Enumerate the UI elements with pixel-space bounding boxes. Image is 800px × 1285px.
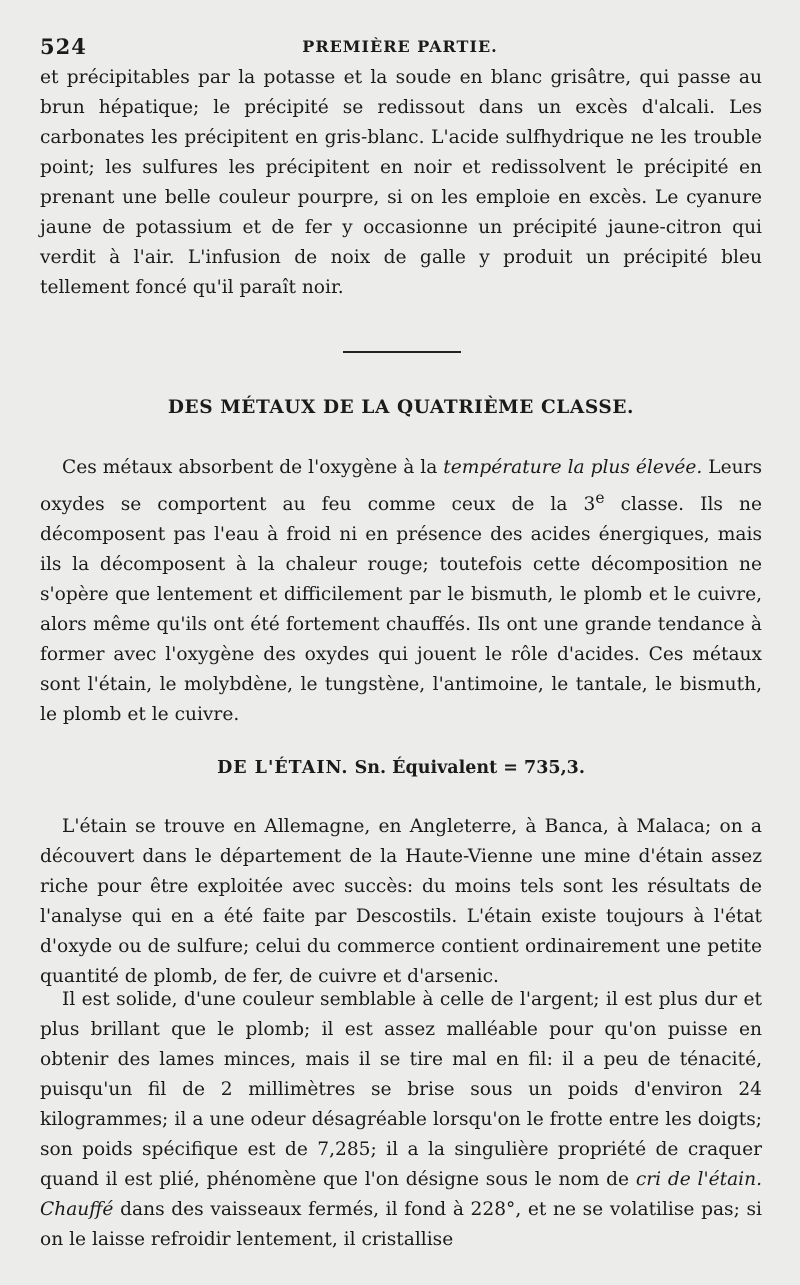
italic-phrase: Chauffé [40, 1199, 114, 1220]
subsection-title: DE L'ÉTAIN. [217, 758, 349, 778]
italic-phrase: cri de l'étain. [635, 1169, 762, 1190]
section-divider [343, 351, 461, 353]
element-symbol: Sn. [354, 758, 387, 778]
section-heading: DES MÉTAUX DE LA QUATRIÈME CLASSE. [167, 397, 635, 418]
page-header [40, 34, 760, 60]
running-head: PREMIÈRE PARTIE. [302, 37, 498, 56]
paragraph-tin-properties [40, 985, 762, 1255]
paragraph-text: Ces métaux absorbent de l'oxygène à la [62, 457, 444, 478]
subsection-heading [40, 758, 762, 778]
page-number: 524 [40, 34, 87, 59]
italic-phrase: température la plus élevée. [443, 457, 703, 478]
equivalent-label: Équivalent [392, 758, 498, 778]
paragraph-text: classe. Ils ne décomposent pas l'eau à froid ni en présence des acides énergiques, mais ils la décomposent à la chaleur rouge; toutefois cette décomposition ne s'opère que lentement et difficilement par le bismuth, le plomb et le cuivre, alors même qu'ils ont été fortement chauffés. Ils ont une grande tendance à former avec l'oxygène des oxydes qui jouent le rôle d'acides. Ces métaux sont l'étain, le molybdène, le tungstène, l'antimoine, le tantale, le bismuth, le plomb et le cuivre. [40, 494, 762, 726]
paragraph-tin-sources: L'étain se trouve en Allemagne, en Angleterre, à Banca, à Malaca; on a découvert dans le département de la Haute-Vienne une mine d'étain assez riche pour être exploitée avec succès: du moins tels sont les résultats de l'analyse qui en a été faite par Descostils. L'étain existe toujours à l'état d'oxyde ou de sulfure; celui du commerce contient ordinairement une petite quantité de plomb, de fer, de cuivre et d'arsenic. [40, 816, 762, 987]
paragraph-text: Il est solide, d'une couleur semblable à celle de l'argent; il est plus dur et plus brillant que le plomb; il est assez malléable pour qu'on puisse en obtenir des lames minces, mais il se tire mal en fil: il a peu de ténacité, puisqu'un fil de 2 millimètres se brise sous un poids d'environ 24 kilogrammes; il a une odeur désagréable lorsqu'on le frotte entre les doigts; son poids spécifique est de 7,285; il a la singulière propriété de craquer quand il est plié, phénomène que l'on désigne sous le nom de [40, 989, 762, 1190]
paragraph-text: Leurs oxydes se comportent au feu comme ceux de la 3 [40, 457, 762, 516]
equivalent-value: = 735,3. [503, 758, 585, 778]
paragraph-text: dans des vaisseaux fermés, il fond à 228°, et ne se volatilise pas; si on le laisse refroidir lentement, il cristallise [40, 1199, 762, 1250]
paragraph-fourth-class-metals [40, 453, 762, 730]
paragraph-precipitates: et précipitables par la potasse et la soude en blanc grisâtre, qui passe au brun hépatique; le précipité se redissout dans un excès d'alcali. Les carbonates les précipitent en gris-blanc. L'acide sulfhydrique ne les trouble point; les sulfures les précipitent en noir et redissolvent le précipité en prenant une belle couleur pourpre, si on les emploie en excès. Le cyanure jaune de potassium et de fer y occasionne un précipité jaune-citron qui verdit à l'air. L'infusion de noix de galle y produit un précipité bleu tellement foncé qu'il paraît noir. [40, 67, 762, 298]
superscript: e [595, 489, 605, 507]
